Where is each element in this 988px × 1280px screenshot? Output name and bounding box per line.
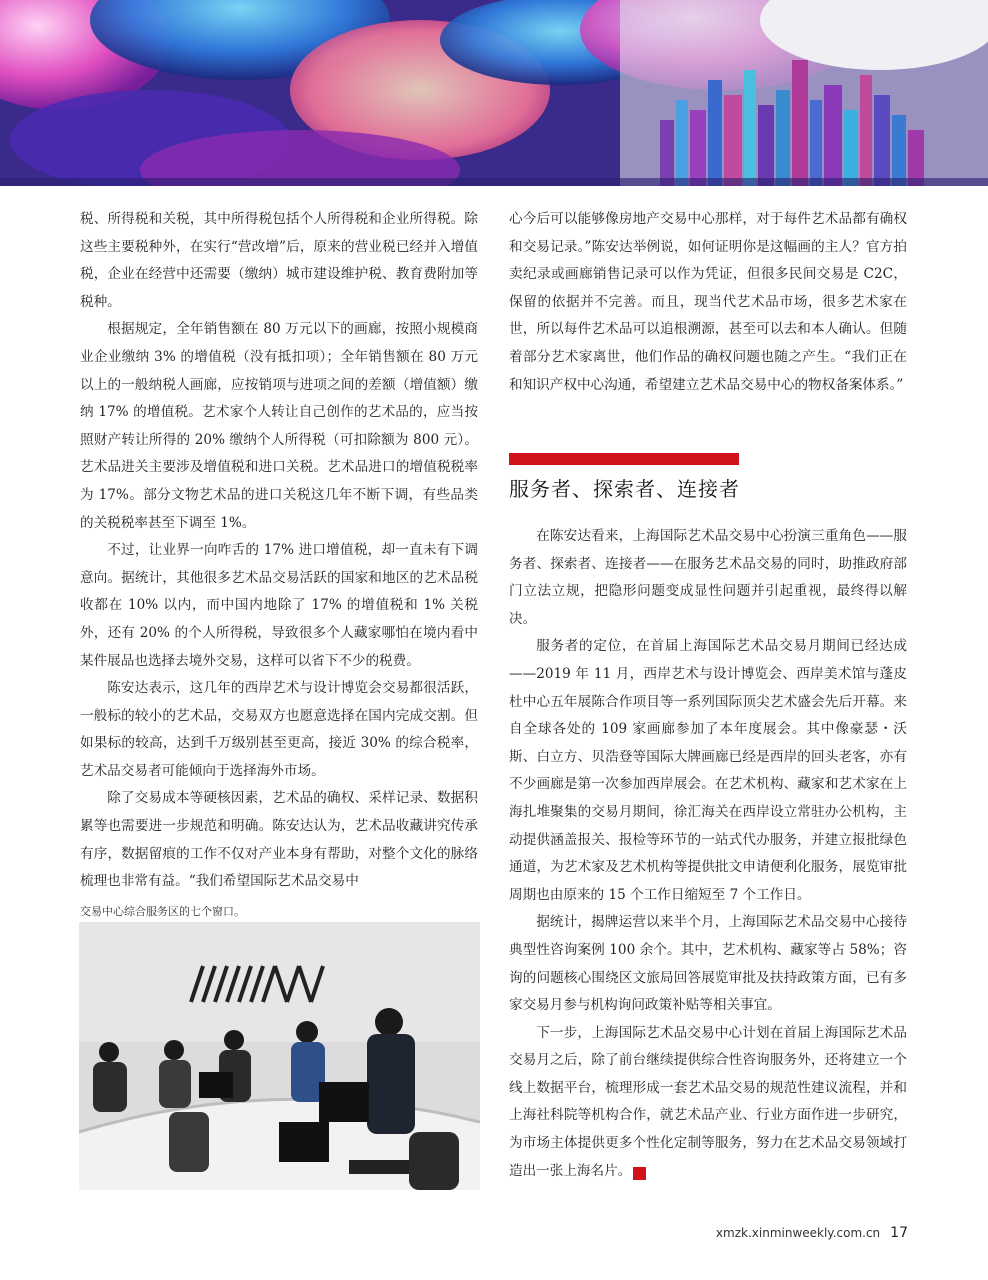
- right-text-column-top: [509, 206, 907, 399]
- right-text-column-bottom: [509, 523, 907, 1185]
- header-banner-image: [0, 0, 988, 186]
- website-url: xmzk.xinminweekly.com.cn: [715, 1226, 881, 1240]
- end-mark-icon: 民: [633, 1167, 646, 1180]
- section-divider-bar: [509, 453, 739, 465]
- left-text-column: [80, 206, 478, 896]
- paragraph: 陈安达表示，这几年的西岸艺术与设计博览会交易都很活跃，一般标的较小的艺术品，交易双方也愿意选择在国内完成交割。但如果标的较高，达到千万级别甚至更高，接近 30% 的综合税率，艺术品交易者可能倾向于选择海外市场。: [80, 680, 478, 779]
- page-number: 17: [890, 1225, 908, 1241]
- paragraph: 不过，让业界一向咋舌的 17% 进口增值税，却一直未有下调意向。据统计，其他很多艺术品交易活跃的国家和地区的艺术品税收都在 10% 以内，而中国内地除了 17% 的增值税和 1% 关税外，还有 20% 的个人所得税，导致很多个人藏家哪怕在境内看中某件展品也选择去境外交易，这样可以省下不少的税费。: [80, 542, 478, 669]
- section-title: 服务者、探索者、连接者: [509, 477, 740, 501]
- paragraph: 心今后可以能够像房地产交易中心那样，对于每件艺术品都有确权和交易记录。”陈安达举例说，如何证明你是这幅画的主人？官方拍卖纪录或画廊销售记录可以作为凭证，但很多民间交易是 C2C，保留的依据并不完善。而且，现当代艺术品市场，很多艺术家在世，所以每件艺术品可以追根溯源，甚至可以去和本人确认。但随着部分艺术家离世，他们作品的确权问题也随之产生。“我们正在和知识产权中心沟通，希望建立艺术品交易中心的物权备案体系。”: [509, 211, 907, 393]
- photo-caption: 交易中心综合服务区的七个窗口。: [80, 905, 245, 918]
- paragraph: 除了交易成本等硬核因素，艺术品的确权、采样记录、数据积累等也需要进一步规范和明确。陈安达认为，艺术品收藏讲究传承有序，数据留痕的工作不仅对产业本身有帮助，对整个文化的脉络梳理也非常有益。“我们希望国际艺术品交易中: [80, 790, 478, 890]
- paragraph: [509, 1020, 907, 1186]
- paragraph: 根据规定，全年销售额在 80 万元以下的画廊，按照小规模商业企业缴纳 3% 的增值税（没有抵扣项）；全年销售额在 80 万元以上的一般纳税人画廊，应按销项与进项之间的差额（增值额）缴纳 17% 的增值税。艺术家个人转让自己创作的艺术品的，应当按照财产转让所得的 20% 缴纳个人所得税（可扣除额为 800 元）。艺术品进关主要涉及增值税和进口关税。艺术品进口的增值税税率为 17%。部分文物艺术品的进口关税这几年不断下调，有些品类的关税税率甚至下调至 1%。: [80, 321, 478, 531]
- paragraph-text: 下一步，上海国际艺术品交易中心计划在首届上海国际艺术品交易月之后，除了前台继续提供综合性咨询服务外，还将建立一个线上数据平台，梳理形成一套艺术品交易的规范性建议流程，并和上海社科院等机构合作，就艺术品产业、行业方面作进一步研究，为市场主体提供更多个性化定制等服务，努力在艺术品交易领域打造出一张上海名片。: [509, 1024, 907, 1179]
- paragraph: 据统计，揭牌运营以来半个月，上海国际艺术品交易中心接待典型性咨询案例 100 余个。其中，艺术机构、藏家等占 58%；咨询的问题核心围绕区文旅局回答展览审批及扶持政策方面，已有多家交易月参与机构询问政策补贴等相关事宜。: [509, 914, 907, 1014]
- paragraph: 服务者的定位，在首届上海国际艺术品交易月期间已经达成——2019 年 11 月，西岸艺术与设计博览会、西岸美术馆与蓬皮杜中心五年展陈合作项目等一系列国际顶尖艺术盛会先后开幕。来自全球各处的 109 家画廊参加了本年度展会。其中像豪瑟・沃斯、白立方、贝浩登等国际大牌画廊已经是西岸的回头老客，亦有不少画廊是第一次参加西岸展会。在艺术机构、藏家和艺术家在上海扎堆聚集的交易月期间，徐汇海关在西岸设立常驻办公机构，主动提供涵盖报关、报检等环节的一站式代办服务，并建立报批绿色通道，为艺术家及艺术机构等提供批文申请便利化服务，展览审批周期也由原来的 15 个工作日缩短至 7 个工作日。: [509, 638, 907, 903]
- service-center-photo: [79, 922, 480, 1190]
- page-footer: [716, 1225, 908, 1241]
- paragraph: 在陈安达看来，上海国际艺术品交易中心扮演三重角色——服务者、探索者、连接者——在服务艺术品交易的同时，助推政府部门立法立规，把隐形问题变成显性问题并引起重视，最终得以解决。: [509, 528, 907, 627]
- paragraph: 税、所得税和关税，其中所得税包括个人所得税和企业所得税。除这些主要税种外，在实行“营改增”后，原来的营业税已经并入增值税，企业在经营中还需要（缴纳）城市建设维护税、教育费附加等税种。: [80, 211, 478, 310]
